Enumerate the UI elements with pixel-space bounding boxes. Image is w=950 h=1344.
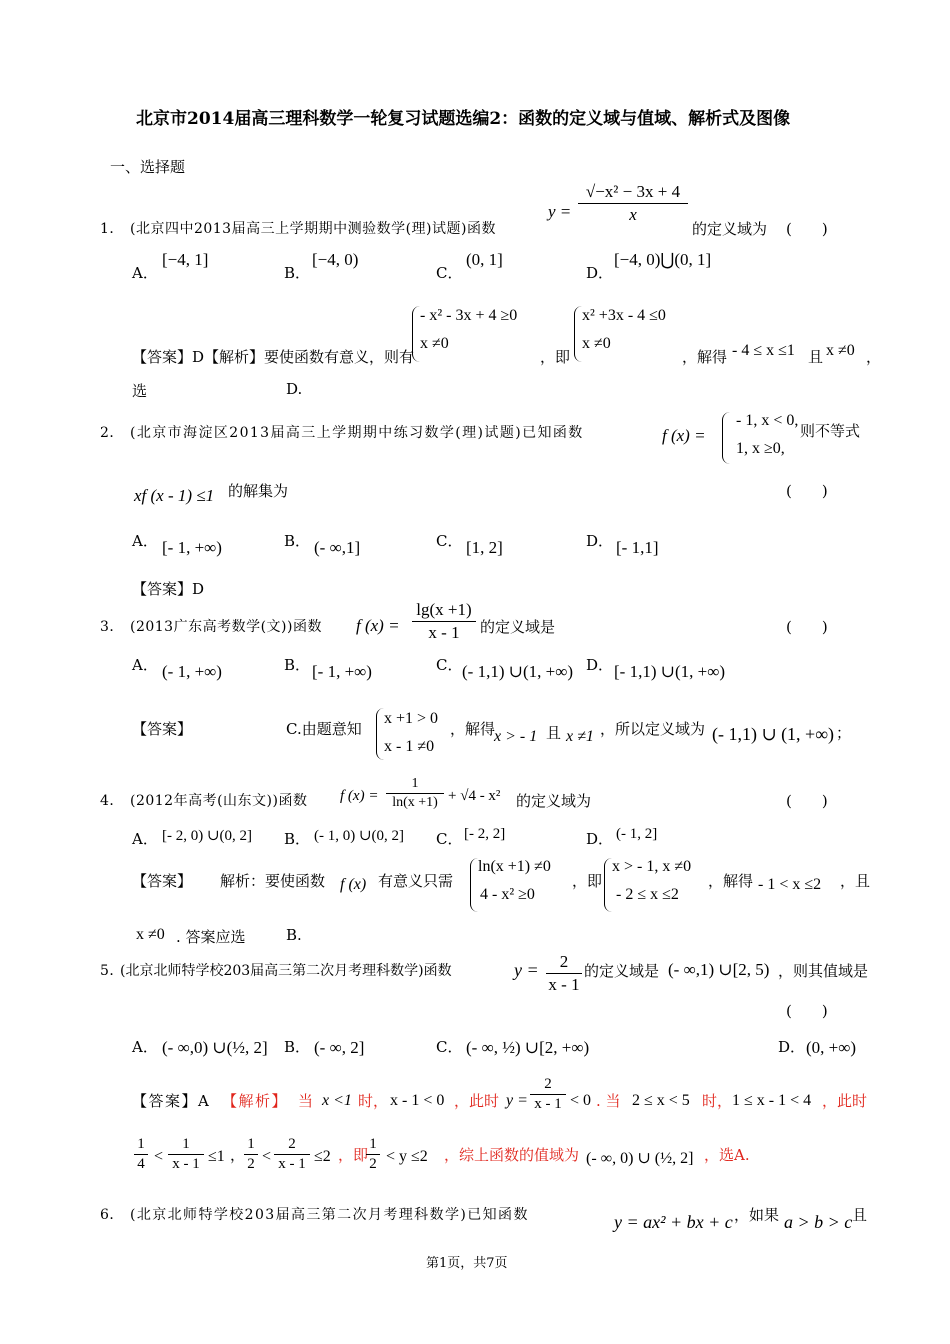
q1-fraction [578,182,688,225]
q5-domain: (- ∞,1) ∪[2, 5) [668,960,770,979]
q1-source: (北京四中2013届高三上学期期中测验数学(理)试题)函数 [130,221,496,237]
q5-l2-comma: ， [230,1146,246,1164]
q1-choose-d: D. [286,380,303,398]
q1-answer-text: 【答案】D【解析】要使函数有意义，则有 [132,348,415,366]
q1-and: 且 [808,348,824,366]
q1-comma: ， [866,348,882,366]
q5-s3-fraction [530,1076,566,1113]
q1-system1-line2: x ≠0 [420,335,449,352]
q5-frac-num: 2 [559,952,569,971]
q3-frac-bar [412,621,476,622]
q5-s3-bar [530,1094,566,1095]
q6-and: 且 [852,1206,868,1224]
q2-tail2: 的解集为 [228,482,289,500]
q5-l2-d-num: 2 [288,1136,296,1152]
q2-inequality: xf (x - 1) ≤1 [134,486,215,505]
q1-solve-text: ，解得 [682,348,728,366]
q4-solve: ，解得 [708,872,754,890]
q1-system1-line1: - x² - 3x + 4 ≥0 [420,307,518,324]
q3-solve-text: ，解得 [450,720,496,738]
q5-opt-c-letter: C． [436,1038,463,1056]
q5-l2-le1: ≤1 [208,1148,225,1165]
q5-s4: . 当 [596,1092,621,1110]
q4-fx: f (x) = [340,788,379,804]
q2-opt-a-letter: A． [132,532,158,550]
q5-l2-frac-d [274,1136,310,1173]
q4-source: (2012年高考(山东文))函数 [130,793,308,809]
q2-opt-c-value: [1, 2] [466,538,503,557]
q3-system-line1: x +1 > 0 [384,710,439,727]
q5-l2-range: (- ∞, 0) ∪ (½, 2] [586,1150,694,1167]
q5-opt-a-value: (- ∞,0) ∪(½, 2] [162,1038,268,1057]
q3-fx: f (x) = [356,616,400,635]
q1-opt-d-letter: D． [586,264,614,282]
q1-opt-b-value: [−4, 0) [312,250,359,269]
q5-l2-frac-b [168,1136,204,1173]
q4-opt-c-letter: C． [436,830,463,848]
q5-l2-b-den: x - 1 [172,1156,200,1172]
q3-fraction [412,600,476,643]
q5-s2: 时， [358,1092,389,1110]
q3-opt-b-letter: B． [284,656,311,674]
q2-opt-a-value: [- 1, +∞) [162,538,222,557]
q4-frac-num: 1 [411,776,419,791]
q5-s2-math: x - 1 < 0 [390,1092,445,1109]
q5-l2-c-bar [244,1154,258,1155]
q1-frac-den: x [629,205,637,224]
q6-condition: a > b > c [784,1212,853,1232]
q4-answer-paren: ( ) [786,792,828,810]
q2-brace [722,412,731,464]
q1-opt-d-value: [−4, 0)⋃(0, 1] [614,250,712,269]
q1-answer-paren: ( ) [786,220,828,238]
q5-l2-e-num: 1 [369,1136,377,1152]
q4-inequality: - 1 < x ≤2 [758,876,822,893]
q2-tail: 则不等式 [800,422,861,440]
q5-number: 5． [100,963,124,979]
q5-l2-le2: ≤2 [314,1148,331,1165]
q1-opt-c-letter: C． [436,264,463,282]
q5-s5: 时， [702,1092,733,1110]
q4-conclude-b: B. [286,926,302,944]
q2-opt-d-value: [- 1,1] [616,538,659,557]
q4-opt-d-letter: D． [586,830,614,848]
q5-opt-d-letter: D． [778,1038,806,1056]
q3-result-1: x > - 1 [494,728,538,745]
q5-l2-a-num: 1 [137,1136,145,1152]
q5-opt-c-value: (- ∞, ½) ∪[2, +∞) [466,1038,590,1057]
q1-opt-a-letter: A． [132,264,158,282]
q1-func-lhs: y = [548,202,572,221]
q3-opt-d-value: [- 1,1) ∪(1, +∞) [614,662,726,681]
q3-tail: 的定义域是 [480,618,556,636]
q5-l2-frac-a [134,1136,148,1173]
q1-system2-line2: x ≠0 [582,335,611,352]
q1-choose: 选 [132,382,148,400]
q3-opt-d-letter: D． [586,656,614,674]
q5-l2-c-num: 1 [247,1136,255,1152]
q4-x-ne-0: x ≠0 [136,926,165,943]
q3-opt-c-value: (- 1,1) ∪(1, +∞) [462,662,574,681]
q2-answer: 【答案】D [132,580,205,598]
q4-mid: ，即 [572,872,603,890]
q5-jiexi: 【解析】 [222,1092,289,1110]
q3-and: 且 [546,724,562,742]
q5-opt-b-letter: B． [284,1038,311,1056]
q4-fraction [386,776,444,811]
page-footer: 第1页，共7页 [426,1256,508,1271]
q2-fx: f (x) = [662,426,706,445]
section-heading: 一、选择题 [110,158,186,176]
q2-opt-c-letter: C． [436,532,463,550]
q3-result-2: x ≠1 [566,728,594,745]
q5-s3-num: 2 [544,1076,552,1092]
q3-opt-a-value: (- 1, +∞) [162,662,222,681]
q2-answer-paren: ( ) [786,482,828,500]
q5-source: (北京北师特学校203届高三第二次月考理科数学)函数 [120,963,452,979]
q1-frac-num: √−x² − 3x + 4 [585,182,681,201]
q1-tail: 的定义域为 [692,220,768,238]
q2-case-2: 1, x ≥0, [736,440,785,457]
q5-y: y = [514,960,539,980]
q5-l2-b-bar [168,1154,204,1155]
q5-l2-ji: ，即 [338,1146,369,1164]
q3-answer-text: C.由题意知 [286,720,362,738]
q5-frac-bar [546,973,582,974]
q4-system2-line1: x > - 1, x ≠0 [612,858,692,875]
q5-l2-lt2: < [262,1148,272,1165]
q5-l2-zong: ，综上函数的值域为 [444,1146,580,1164]
page-title: 北京市2014届高三理科数学一轮复习试题选编2：函数的定义域与值域、解析式及图像 [136,109,791,129]
q5-tail2: ，则其值域是 [778,962,869,980]
q2-opt-d-letter: D． [586,532,614,550]
q3-answer-paren: ( ) [786,618,828,636]
q6-source: (北京北师特学校203届高三第二次月考理科数学)已知函数 [130,1207,529,1223]
q4-system2-line2: - 2 ≤ x ≤2 [616,886,679,903]
q3-number: 3． [100,619,124,635]
q5-opt-a-letter: A． [132,1038,158,1056]
q5-answer-label: 【答案】A [132,1092,211,1110]
q5-l2-frac-e [366,1136,380,1173]
q2-number: 2． [100,425,124,441]
q5-l2-xuan: ，选A. [704,1146,750,1164]
q3-source: (2013广东高考数学(文))函数 [130,619,322,635]
q5-s3-den: x - 1 [534,1096,562,1112]
q2-opt-b-value: (- ∞,1] [314,538,361,557]
q3-result-domain: (- 1,1) ∪ (1, +∞) [712,724,835,744]
q5-opt-b-value: (- ∞, 2] [314,1038,365,1057]
q1-opt-b-letter: B． [284,264,311,282]
q5-l2-d-bar [274,1154,310,1155]
q3-opt-b-value: [- 1, +∞) [312,662,372,681]
q5-fraction [546,952,582,995]
q3-frac-num: lg(x +1) [416,600,472,619]
q5-l2-d-den: x - 1 [278,1156,306,1172]
q1-number: 1． [100,221,124,237]
q4-fx-2: f (x) [340,876,367,893]
q3-system-line2: x - 1 ≠0 [384,738,435,755]
q5-s3-tail: < 0 [570,1092,592,1109]
q5-s3: ，此时 [454,1092,500,1110]
q5-l2-a-den: 4 [137,1156,145,1172]
q6-tail: ，如果 [734,1206,780,1224]
q5-l2-b-num: 1 [182,1136,190,1152]
q5-tail: 的定义域是 [584,962,660,980]
q2-source: (北京市海淀区2013届高三上学期期中练习数学(理)试题)已知函数 [130,425,584,441]
q5-frac-den: x - 1 [548,975,580,994]
q3-opt-c-letter: C． [436,656,463,674]
q3-end: ； [836,724,852,742]
q3-opt-a-letter: A． [132,656,158,674]
q4-plus-sqrt: + √4 - x² [448,788,501,804]
q5-l2-e-bar [366,1154,380,1155]
q1-mid-text: ，即 [540,348,571,366]
q4-frac-den: ln(x +1) [392,795,438,810]
q2-case-1: - 1, x < 0, [736,412,799,429]
q1-inequality: - 4 ≤ x ≤1 [732,342,795,359]
q4-opt-b-letter: B． [284,830,311,848]
q5-l2-c-den: 2 [247,1156,255,1172]
q5-s5-math: 1 ≤ x - 1 < 4 [732,1092,812,1109]
q4-conclude: . 答案应选 [176,928,246,946]
q1-frac-bar [578,203,688,204]
q5-opt-d-value: (0, +∞) [806,1038,857,1057]
q5-l2-ylt: < y ≤2 [386,1148,428,1165]
q4-opt-b-value: (- 1, 0) ∪(0, 2] [314,828,405,844]
q4-opt-a-value: [- 2, 0) ∪(0, 2] [162,828,253,844]
q3-answer-label: 【答案】 [132,720,193,738]
q6-function: y = ax² + bx + c [614,1212,733,1232]
q1-system2-line1: x² +3x - 4 ≤0 [582,307,666,324]
q5-s1-math: x <1 [322,1092,352,1109]
q4-number: 4． [100,793,124,809]
q4-and: ，且 [840,872,871,890]
q4-tail: 的定义域为 [516,792,592,810]
q4-answer-label: 【答案】 [132,872,193,890]
q5-answer-paren: ( ) [786,1002,828,1020]
q1-opt-c-value: (0, 1] [466,250,503,269]
q2-opt-b-letter: B． [284,532,311,550]
q4-frac-bar [386,793,444,794]
q5-s3-y: y = [506,1092,528,1109]
q3-so: ，所以定义域为 [600,720,706,738]
q5-l2-frac-c [244,1136,258,1173]
q4-system1-line1: ln(x +1) ≠0 [478,858,551,875]
q4-opt-c-value: [- 2, 2] [464,826,506,842]
q5-l2-lt1: < [154,1148,164,1165]
q4-need: 有意义只需 [378,872,454,890]
q4-system1-line2: 4 - x² ≥0 [480,886,535,903]
q3-frac-den: x - 1 [428,623,460,642]
q4-answer-text: 解析：要使函数 [220,872,326,890]
q1-opt-a-value: [−4, 1] [162,250,209,269]
q4-opt-d-value: (- 1, 2] [616,826,658,842]
q4-opt-a-letter: A． [132,830,158,848]
q5-l2-e-den: 2 [369,1156,377,1172]
q6-number: 6． [100,1207,124,1223]
q5-s6: ，此时 [822,1092,868,1110]
q1-x-ne-0: x ≠0 [826,342,855,359]
q5-s4-math: 2 ≤ x < 5 [632,1092,690,1109]
q5-l2-a-bar [134,1154,148,1155]
q5-s1: 当 [298,1092,314,1110]
